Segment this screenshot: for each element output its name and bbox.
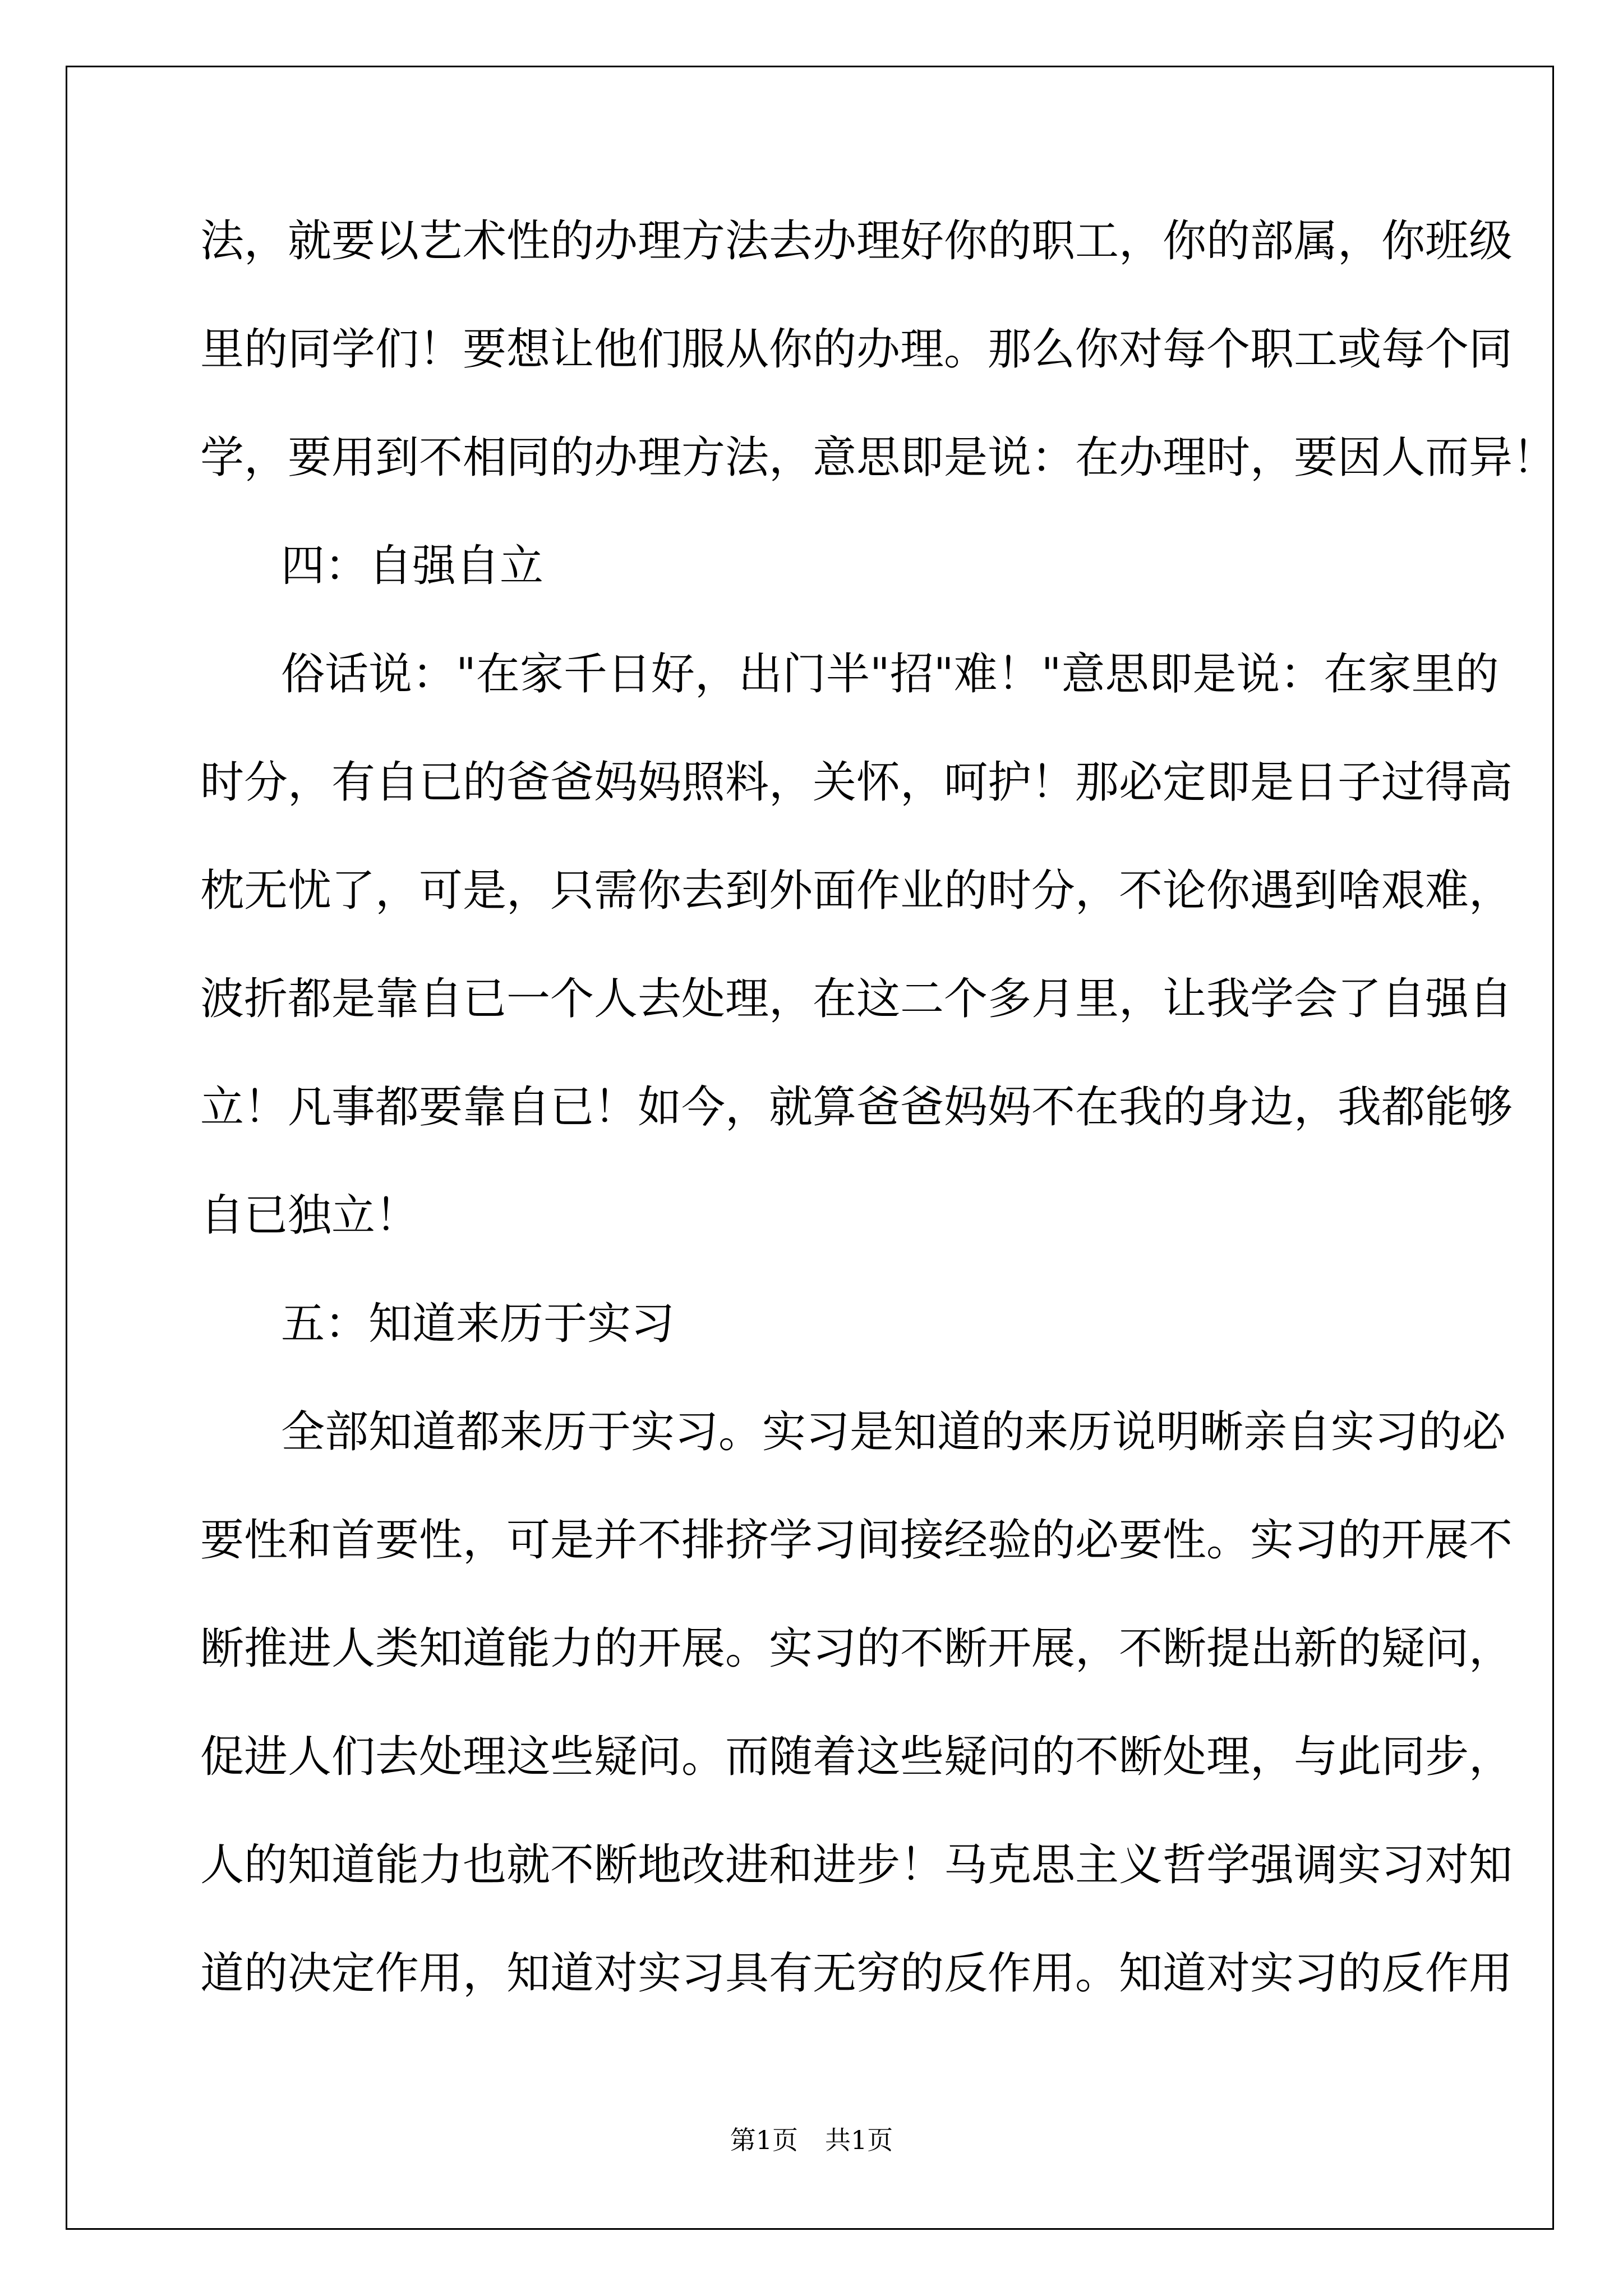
page-total: 共1页 <box>825 2125 893 2155</box>
page-border <box>66 66 1557 2230</box>
text-line: 道的决定作用，知道对实习具有无穷的反作用。知道对实习的反作用 <box>200 1948 1513 1999</box>
text-line: 自已独立！ <box>200 1190 419 1241</box>
text-line: 人的知道能力也就不断地改进和进步！马克思主义哲学强调实习对知 <box>200 1840 1513 1890</box>
section-heading-5: 五：知道来历于实习 <box>281 1299 675 1349</box>
text-line: 促进人们去处理这些疑问。而随着这些疑问的不断处理，与此同步， <box>200 1732 1513 1782</box>
text-line: 学，要用到不相同的办理方法，意思即是说：在办理时，要因人而异！ <box>200 432 1557 483</box>
text-line: 要性和首要性，可是并不排挤学习间接经验的必要性。实习的开展不 <box>200 1515 1513 1566</box>
section-heading-4: 四：自强自立 <box>281 541 544 591</box>
text-line: 里的同学们！要想让他们服从你的办理。那么你对每个职工或每个同 <box>200 324 1513 375</box>
text-line: 枕无忧了，可是，只需你去到外面作业的时分，不论你遇到啥艰难， <box>200 866 1513 916</box>
text-line: 断推进人类知道能力的开展。实习的不断开展，不断提出新的疑问， <box>200 1623 1513 1674</box>
text-line: 全部知道都来历于实习。实习是知道的来历说明晰亲自实习的必 <box>281 1407 1506 1457</box>
text-line: 波折都是靠自已一个人去处理，在这二个多月里，让我学会了自强自 <box>200 974 1513 1024</box>
text-line: 立！凡事都要靠自已！如今，就算爸爸妈妈不在我的身边，我都能够 <box>200 1082 1513 1133</box>
text-line: 法，就要以艺术性的办理方法去办理好你的职工，你的部属，你班级 <box>200 216 1513 266</box>
page-footer <box>0 2123 1623 2157</box>
text-line: 时分，有自已的爸爸妈妈照料，关怀，呵护！那必定即是日子过得高 <box>200 757 1513 808</box>
text-line: 俗话说："在家千日好，出门半"招"难！"意思即是说：在家里的 <box>281 649 1499 700</box>
page-number: 第1页 <box>730 2125 798 2155</box>
